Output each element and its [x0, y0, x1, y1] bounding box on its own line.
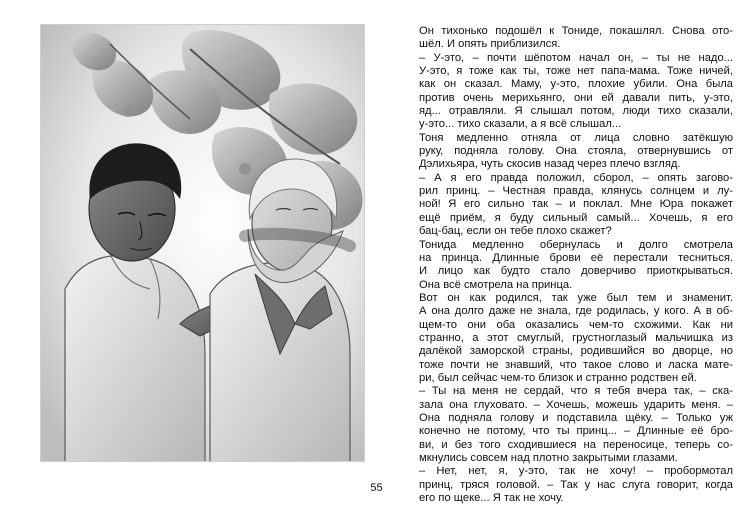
- text-line: Она подняла голову и подставила щёку. – Только уж: [419, 411, 733, 424]
- text-line: против очень мерихьянго, они ей давали пить, у-это,: [419, 91, 733, 104]
- text-line: ви, и без того сходившиеся на переносице, теперь со-: [419, 438, 733, 451]
- text-line: – Нет, нет, я, у-это, так не хочу! – пробормотал: [419, 465, 733, 478]
- text-line: принц, тряся головой. – Так у нас слуга говорит, когда: [419, 478, 733, 491]
- text-line: тоже почти не знавший, что такое слово и ласка мате-: [419, 358, 733, 371]
- text-line: Тонида медленно обернулась и долго смотрела: [419, 238, 733, 251]
- text-line: руку, подняла голову. Она стояла, отвернувшись от: [419, 145, 733, 158]
- text-line: шёл. И опять приблизился.: [419, 38, 561, 51]
- text-line: яд... отравляли. Я слышал потом, люди тихо сказали,: [419, 105, 733, 118]
- boy-and-girl-illustration: [40, 24, 365, 462]
- text-line: мкнулись совсем над плотно закрытыми глазами.: [419, 452, 678, 464]
- text-line: – Ты на меня не сердай, что я тебя вчера так, – ска-: [419, 385, 733, 398]
- text-line: у-это... тихо сказали, а я всё слышал...: [419, 118, 622, 131]
- text-line: как он сказал. Маму, у-это, плохие убили. Она была: [419, 78, 733, 91]
- text-line: И лицо как будто стало доверчиво приоткрываться.: [419, 265, 733, 278]
- text-line: Тоня медленно отняла от лица словно затёкшую: [419, 131, 733, 144]
- text-line: ри, был сейчас чем-то близок и странно родствен ей.: [419, 371, 697, 384]
- text-line: Он тихонько подошёл к Тониде, покашлял. Снова ото-: [419, 25, 733, 37]
- text-line: странно, а этот смуглый, грустноглазый мальчишка из: [419, 331, 733, 344]
- text-line: А она долго даже не знала, где родилась, у кого. А в об-: [419, 305, 733, 318]
- text-line: ещё приём, я буду сильный самый... Хочешь, я его: [419, 211, 733, 224]
- text-line: Дэлихьяра, чуть скосив назад через плечо взгляд.: [419, 158, 681, 171]
- text-line: – У-это, – почти шёпотом начал он, – ты не надо...: [419, 51, 733, 64]
- text-line: Она всё смотрела на принца.: [419, 278, 573, 291]
- text-line: – А я его правда положил, сборол, – опять загово-: [419, 171, 733, 184]
- text-line: на принца. Длинные брови её перестали тесниться.: [419, 251, 733, 264]
- text-line: зала она глуховато. – Хочешь, можешь ударить меня. –: [419, 398, 733, 411]
- text-line: ной! Я его сильно так – и поклал. Мне Юра покажет: [419, 198, 733, 211]
- text-line: конечно не потому, что ты принц... – Длинные её бро-: [419, 425, 733, 438]
- text-line: щем-то они оба оказались чем-то схожими. Как ни: [419, 318, 733, 331]
- text-line: его по щеке... Я так не хочу.: [419, 492, 564, 505]
- text-line: Вот он как родился, так уже был тем и знаменит.: [419, 291, 733, 304]
- text-line: рил принц. – Честная правда, клянусь солнцем и лу-: [419, 185, 733, 198]
- page-number: 55: [370, 482, 383, 494]
- text-line: У-это, я тоже как ты, тоже нет папа-мама. Тоже ничей,: [419, 65, 733, 78]
- text-line: бац-бац, если он тебе плохо скажет?: [419, 225, 612, 238]
- text-line: далёкой заморской страны, родившийся во дворце, но: [419, 345, 733, 358]
- story-text-column: [419, 25, 733, 505]
